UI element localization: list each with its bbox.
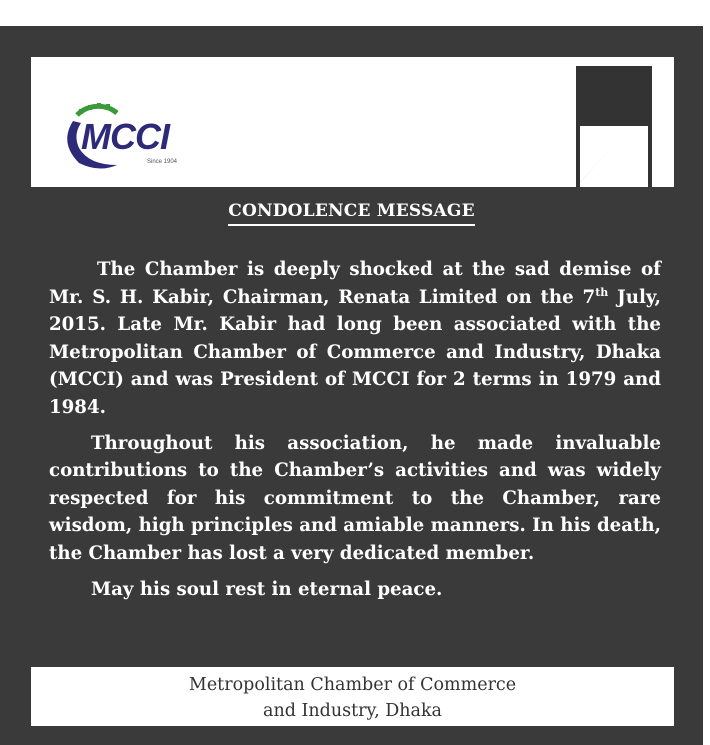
message-body [49,256,661,611]
condolence-card [0,26,703,745]
paragraph-1 [49,256,661,422]
footer-panel [31,667,674,726]
page-title [0,201,703,226]
footer-line-1: Metropolitan Chamber of Commerce [188,675,517,695]
title-text: CONDOLENCE MESSAGE [228,201,475,226]
logo-tagline: Since 1904 [147,159,178,165]
paragraph-1-text-a: The Chamber is deeply shocked at the sad demise of Mr. S. H. Kabir, Chairman, Renata Limited on the 7 [49,259,661,308]
black-ribbon-icon [576,66,652,187]
footer-line-2: and Industry, Dhaka [263,701,442,721]
paragraph-2: Throughout his association, he made invaluable contributions to the Chamber’s activities and was widely respected for his commitment to the Chamber, rare wisdom, high principles and amiable manners. In his death, the Chamber has lost a very dedicated member. [49,432,661,564]
mcci-logo [59,103,189,173]
mcci-logo-mark [59,103,189,173]
ordinal-suffix: th [595,285,609,299]
gear-icon [77,103,117,115]
logo-text: MCCI [81,116,169,157]
paragraph-1-text-b: July, 2015. Late Mr. Kabir had long been associated with the Metropolitan Chamber of Commerce and Industry, Dhaka (MCCI) and was President of MCCI for 2 terms in 1979 and 1984. [49,286,662,418]
paragraph-3: May his soul rest in eternal peace. [91,578,443,600]
header-panel [31,57,674,187]
